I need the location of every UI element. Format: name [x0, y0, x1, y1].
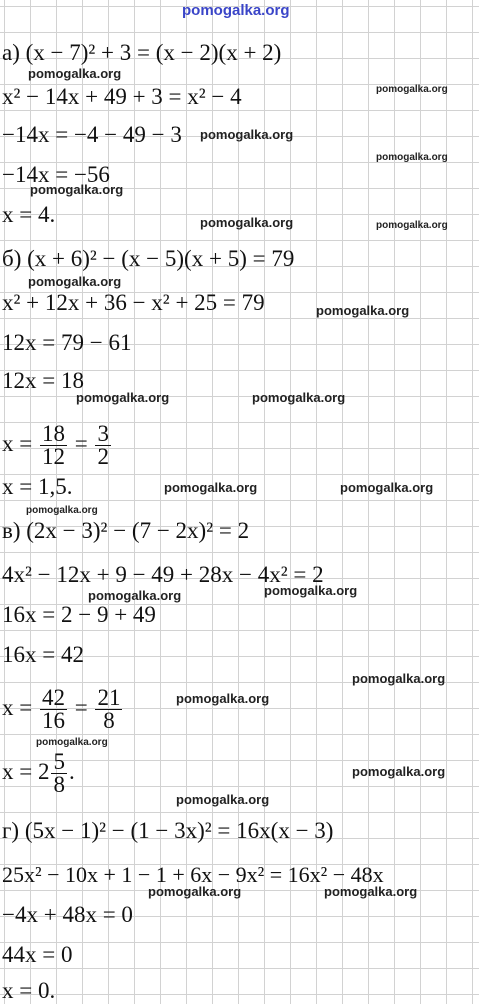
part-g-equation: г) (5x − 1)² − (1 − 3x)² = 16x(x − 3): [2, 818, 334, 843]
watermark: pomogalka.org: [36, 737, 108, 748]
watermark: pomogalka.org: [200, 127, 294, 142]
watermark-top: pomogalka.org: [182, 2, 290, 19]
part-v-mixed-num: 5: [53, 749, 65, 775]
part-a-step-1: x² − 14x + 49 + 3 = x² − 4: [2, 84, 242, 109]
watermark: pomogalka.org: [376, 152, 448, 163]
part-b-fraction-prefix: x =: [2, 431, 33, 456]
part-v-mixed-suffix: .: [68, 759, 75, 784]
part-b-frac1-num: 18: [41, 421, 65, 447]
watermark: pomogalka.org: [252, 390, 346, 405]
watermark: pomogalka.org: [30, 182, 124, 197]
part-v-frac1-num: 42: [41, 685, 65, 711]
part-v-answer: [2, 748, 75, 796]
part-v-fraction-1: [40, 687, 67, 732]
part-b-step-2: 12x = 79 − 61: [2, 330, 132, 355]
part-b-fraction-eq: =: [74, 431, 88, 456]
part-v-mixed-fraction: [51, 751, 67, 796]
part-v-frac2-den: 8: [103, 708, 115, 734]
part-g-step-3: 44x = 0: [2, 942, 73, 967]
watermark: pomogalka.org: [264, 583, 358, 598]
part-b-equation: б) (x + 6)² − (x − 5)(x + 5) = 79: [2, 246, 295, 271]
watermark: pomogalka.org: [200, 215, 294, 230]
part-v-frac1-den: 16: [41, 708, 65, 734]
watermark: pomogalka.org: [340, 480, 434, 495]
watermark: pomogalka.org: [316, 303, 410, 318]
watermark: pomogalka.org: [324, 884, 418, 899]
part-v-mixed-prefix: x = 2: [2, 759, 50, 784]
part-v-mixed-den: 8: [53, 772, 65, 798]
part-b-step-3: 12x = 18: [2, 368, 84, 393]
part-v-equation: в) (2x − 3)² − (7 − 2x)² = 2: [2, 518, 250, 543]
watermark: pomogalka.org: [26, 505, 98, 516]
part-g-step-1: 25x² − 10x + 1 − 1 + 6x − 9x² = 16x² − 48x: [2, 862, 384, 887]
part-a-step-2: −14x = −4 − 49 − 3: [2, 122, 182, 147]
watermark: pomogalka.org: [376, 220, 448, 231]
part-b-frac2-num: 3: [97, 421, 109, 447]
part-b-step-1: x² + 12x + 36 − x² + 25 = 79: [2, 290, 265, 315]
part-a-answer: x = 4.: [2, 202, 56, 227]
watermark: pomogalka.org: [352, 671, 446, 686]
part-b-frac1-den: 12: [41, 444, 65, 470]
watermark: pomogalka.org: [376, 84, 448, 95]
part-v-fraction-line: [2, 684, 124, 732]
watermark: pomogalka.org: [176, 691, 270, 706]
part-b-answer: x = 1,5.: [2, 474, 73, 499]
watermark: pomogalka.org: [88, 588, 182, 603]
watermark: pomogalka.org: [352, 764, 446, 779]
watermark: pomogalka.org: [76, 390, 170, 405]
part-a-step-3: −14x = −56: [2, 162, 110, 187]
part-v-step-1: 4x² − 12x + 9 − 49 + 28x − 4x² = 2: [2, 562, 324, 587]
part-g-step-2: −4x + 48x = 0: [2, 902, 133, 927]
part-v-fraction-eq: =: [74, 695, 88, 720]
part-v-fraction-2: [95, 687, 122, 732]
part-v-fraction-prefix: x =: [2, 695, 33, 720]
part-b-fraction-2: [95, 423, 111, 468]
part-v-step-3: 16x = 42: [2, 642, 84, 667]
part-a-equation: а) (x − 7)² + 3 = (x − 2)(x + 2): [2, 40, 282, 65]
part-b-fraction-1: [40, 423, 67, 468]
watermark: pomogalka.org: [28, 274, 122, 289]
part-v-step-2: 16x = 2 − 9 + 49: [2, 602, 156, 627]
watermark: pomogalka.org: [148, 884, 242, 899]
part-b-fraction-line: [2, 420, 113, 468]
part-v-frac2-num: 21: [97, 685, 121, 711]
watermark: pomogalka.org: [164, 480, 258, 495]
part-g-answer: x = 0.: [2, 978, 56, 1003]
watermark: pomogalka.org: [28, 66, 122, 81]
part-b-frac2-den: 2: [97, 444, 109, 470]
watermark: pomogalka.org: [176, 792, 270, 807]
